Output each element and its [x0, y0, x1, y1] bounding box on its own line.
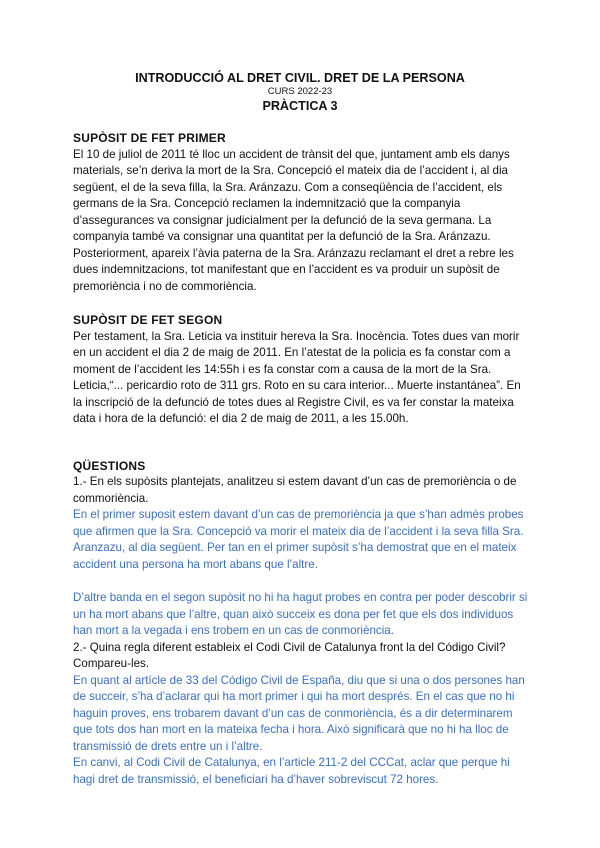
practice-number: PRÀCTICA 3 — [262, 99, 338, 113]
answer-1-paragraph-2: D’altre banda en el segon supòsit no hi ha hagut probes en contra per poder descobrir si un ha mort abans que l’altre, quan això succeix es dona per fet que els dos individuos han mort a la vegada i ens trobem en un cas de conmoriència. — [73, 591, 528, 637]
question-2: 2.- Quina regla diferent estableix el Codi Civil de Catalunya front la del Código Civil? Compareu-les. — [73, 640, 506, 670]
document-title: INTRODUCCIÓ AL DRET CIVIL. DRET DE LA PERSONA — [135, 71, 465, 85]
answer-2-paragraph-1: En quant al artícle de 33 del Código Civil de España, diu que si una o dos persones han de succeir, s’ha d’aclarar qui ha mort primer i qui ha mort després. En el cas que no hi haguin proves, ens trobarem davant d’un cas de conmoriència, és a dir determinarem que tots dos han mort en la mateixa fecha i hora. Això significarà que no hi ha lloc de transmissió de drets entre un i l’altre. — [73, 673, 525, 753]
document-header — [0, 70, 600, 114]
document-body — [73, 130, 531, 788]
questions-heading: QÜESTIONS — [73, 458, 146, 473]
question-1: 1.- En els supòsits plantejats, analitzeu si estem davant d’un cas de premoriència o de commoriència. — [73, 475, 517, 505]
answer-1-paragraph-1: En el primer suposit estem davant d’un cas de premoriència ja que s’han admès probes que afirmen que la Sra. Concepció va morir el mateix dia de l’accident i la seva filla Sra. Aranzazu, al dia següent. Per tan en el primer supòsit s’ha demostrat que en el mateix accident una persona ha mort abans que l’altre. — [73, 508, 524, 571]
answer-2-paragraph-2: En canvi, al Codi Civil de Catalunya, en l’article 211-2 del CCCat, aclar que perque hi hagi dret de transmissió, el beneficiari ha d’haver sobreviscut 72 hores. — [73, 756, 510, 786]
case1-text: El 10 de juliol de 2011 té lloc un accident de trànsit del que, juntament amb els danys materials, se’n deriva la mort de la Sra. Concepció el mateix dia de l’accident i, al dia següent, el de la seva filla, la Sra. Aránzazu. Com a conseqüència de l’accident, els germans de la Sra. Concepció reclamen la indemnització que la companyia d’assegurances va consignar judicialment per la defunció de la seva germana. La companyia també va consignar una quantitat per la defunció de la Sra. Aránzazu. Posteriorment, apareix l’àvia paterna de la Sra. Aránzazu reclamant el dret a rebre les dues indemnitzacions, tot manifestant que en l’accident es va produir un supòsit de premoriència i no de commoriència. — [73, 147, 514, 293]
course-year: CURS 2022-23 — [267, 86, 333, 97]
case1-heading: SUPÒSIT DE FET PRIMER — [73, 131, 226, 145]
case2-heading: SUPÒSIT DE FET SEGON — [73, 313, 223, 327]
case2-text: Per testament, la Sra. Leticia va instituir hereva la Sra. Inocència. Totes dues van morir en un accident el dia 2 de maig de 2011. En l’atestat de la policia es fa constar com a moment de l’accident les 14:55h i es fa constar com a causa de la mort de la Sra. Leticia,“... pericardio roto de 311 grs. Roto en su cara interior... Muerte instantánea”. En la inscripció de la defunció de totes dues al Registre Civil, es va fer constar la mateixa data i hora de la defunció: el dia 2 de maig de 2011, a les 15.00h. — [73, 329, 521, 425]
